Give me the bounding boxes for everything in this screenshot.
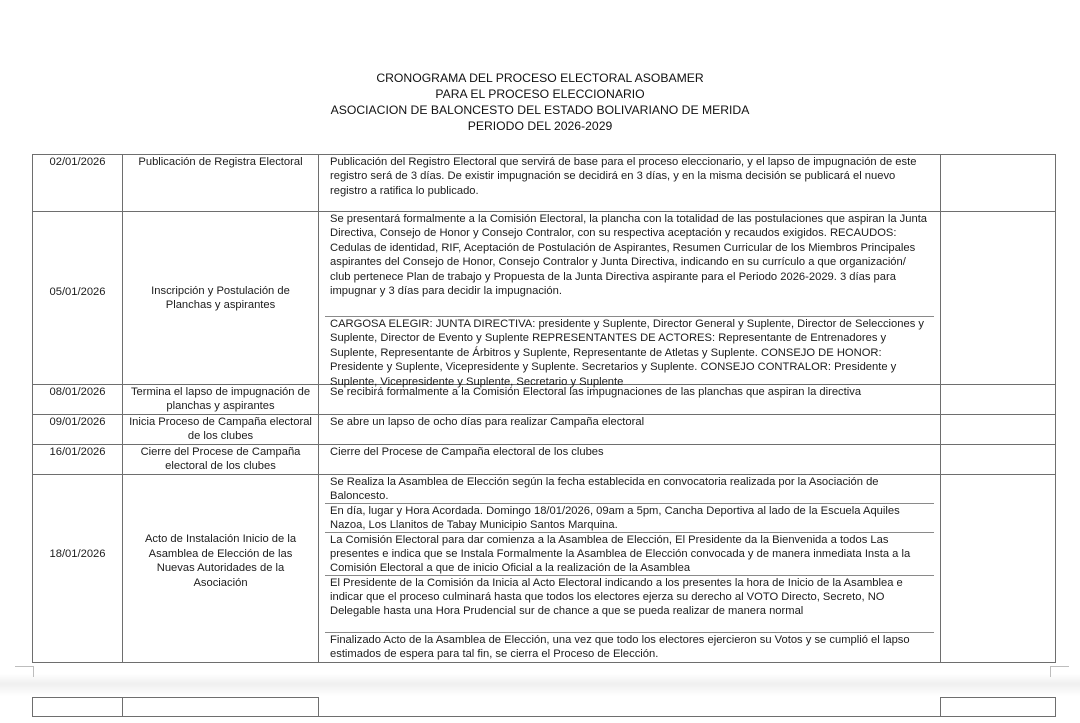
page-break-divider xyxy=(0,674,1080,696)
document-title xyxy=(0,70,1080,134)
activity-cell: Acto de Instalación Inicio de la Asamblea de Elección de las Nuevas Autoridades de la Asociación xyxy=(123,474,319,662)
detail-text: La Comisión Electoral para dar comienza a la Asamblea de Elección, El Presidente da la Bienvenida a todos Las presentes e indica que se Instala Formalmente la Asamblea de Elección convocada y de manera inmediata Insta a la Comisión Electoral a que de inicio Oficial a la realización de la Asamblea xyxy=(325,533,934,576)
notes-cell xyxy=(941,385,1056,415)
table-row xyxy=(33,444,1056,474)
table-row xyxy=(33,155,1056,212)
details-cell xyxy=(319,212,941,388)
left-margin-mark xyxy=(15,666,34,677)
right-margin-mark xyxy=(1050,666,1069,677)
notes-cell xyxy=(941,414,1056,444)
activity-cell xyxy=(123,698,319,717)
date-cell: 05/01/2026 xyxy=(33,212,123,385)
notes-cell xyxy=(941,698,1056,717)
table-row xyxy=(33,212,1056,385)
details-cell xyxy=(319,414,941,444)
detail-text: Se abre un lapso de ocho días para realizar Campaña electoral xyxy=(330,415,645,428)
title-line-3: ASOCIACION DE BALONCESTO DEL ESTADO BOLIVARIANO DE MERIDA xyxy=(330,103,750,117)
table-row xyxy=(33,414,1056,444)
activity-cell: Inscripción y Postulación de Planchas y aspirantes xyxy=(123,212,319,385)
activity-cell: Publicación de Registra Electoral xyxy=(123,155,319,212)
detail-text: Finalizado Acto de la Asamblea de Elección, una vez que todo los electores ejercieron su Votos y se cumplió el lapso estimados de espera para tal fin, se cierra el Proceso de Elección. xyxy=(330,633,910,661)
activity-cell: Inicia Proceso de Campaña electoral de los clubes xyxy=(123,414,319,444)
schedule-table xyxy=(32,154,1056,663)
detail-text: CARGOSA ELEGIR: JUNTA DIRECTIVA: presidente y Suplente, Director General y Suplente, Director de Selecciones y Suplente, Director de Evento y Suplente REPRESENTANTES DE ACTORES: Representante de Entrenadores y Suplente, Representante de Árbitros y Suplente, Representante de Atletas y Suplente. CONSEJO DE HONOR: Presidente y Suplente, Vicepresidente y Suplente. Secretarios y Suplente. CONSEJO CONTRALOR: Presidente y Suplente, Vicepresidente y Suplente, Secretario y Suplente xyxy=(330,318,925,388)
title-line-2: PARA EL PROCESO ELECCIONARIO xyxy=(435,87,645,101)
date-cell: 02/01/2026 xyxy=(33,155,123,212)
notes-cell xyxy=(941,474,1056,662)
detail-text: En día, lugar y Hora Acordada. Domingo 18/01/2026, 09am a 5pm, Cancha Deportiva al lado de la Escuela Aquiles Nazoa, Los Llanitos de Tabay Municipio Santos Marquina. xyxy=(325,504,934,533)
table-row xyxy=(33,385,1056,415)
details-cell xyxy=(319,155,941,212)
details-cell xyxy=(319,474,941,662)
detail-text: Se recibirá formalmente a la Comisión Electoral las impugnaciones de las planchas que aspiran la directiva xyxy=(330,386,862,398)
detail-text: Se presentará formalmente a la Comisión Electoral, la plancha con la totalidad de las postulaciones que aspiran la Junta Directiva, Consejo de Honor y Consejo Contralor, con su respectiva aceptación y recaudos exigidos. RECAUDOS: Cedulas de identidad, RIF, Aceptación de Postulación de Aspirantes, Resumen Curricular de los Miembros Principales aspirantes del Consejo de Honor, Consejo Contralor y Junta Directiva, indicando en su currículo a que organización/ club pertenece Plan de trabajo y Propuesta de la Junta Directiva aspirante para el Periodo 2026-2029. 3 días para impugnar y 3 días para decidir la impugnación. xyxy=(325,212,934,317)
title-line-4: PERIODO DEL 2026-2029 xyxy=(467,119,613,133)
date-cell: 16/01/2026 xyxy=(33,444,123,474)
notes-cell xyxy=(941,155,1056,212)
title-line-1: CRONOGRAMA DEL PROCESO ELECTORAL ASOBAMER xyxy=(376,71,704,85)
detail-text: Publicación del Registro Electoral que servirá de base para el proceso eleccionario, y el lapso de impugnación de este registro será de 3 días. De existir impugnación se decidirá en 3 días, y en la misma decisión se publicará el nuevo registro a ratifica lo publicado. xyxy=(330,156,917,197)
continued-table xyxy=(32,697,1056,717)
activity-cell: Termina el lapso de impugnación de planchas y aspirantes xyxy=(123,385,319,415)
details-cell xyxy=(319,698,941,717)
date-cell xyxy=(33,698,123,717)
details-cell xyxy=(319,385,941,415)
notes-cell xyxy=(941,444,1056,474)
notes-cell xyxy=(941,212,1056,385)
date-cell: 09/01/2026 xyxy=(33,414,123,444)
date-cell: 18/01/2026 xyxy=(33,474,123,662)
table-row xyxy=(33,698,1056,717)
date-cell: 08/01/2026 xyxy=(33,385,123,415)
activity-cell: Cierre del Procese de Campaña electoral de los clubes xyxy=(123,444,319,474)
detail-text: El Presidente de la Comisión da Inicia al Acto Electoral indicando a los presentes la hora de Inicio de la Asamblea e indicar que el proceso culminará hasta que todos los electores ejerza su derecho al VOTO Directo, Secreto, NO Delegable hasta una Hora Prudencial sur de chance a que se pueda realizar de manera normal xyxy=(325,576,934,633)
details-cell xyxy=(319,444,941,474)
table-row xyxy=(33,474,1056,662)
detail-text: Se Realiza la Asamblea de Elección según la fecha establecida en convocatoria realizada por la Asociación de Baloncesto. xyxy=(325,475,934,504)
detail-text: Cierre del Procese de Campaña electoral de los clubes xyxy=(330,445,604,458)
